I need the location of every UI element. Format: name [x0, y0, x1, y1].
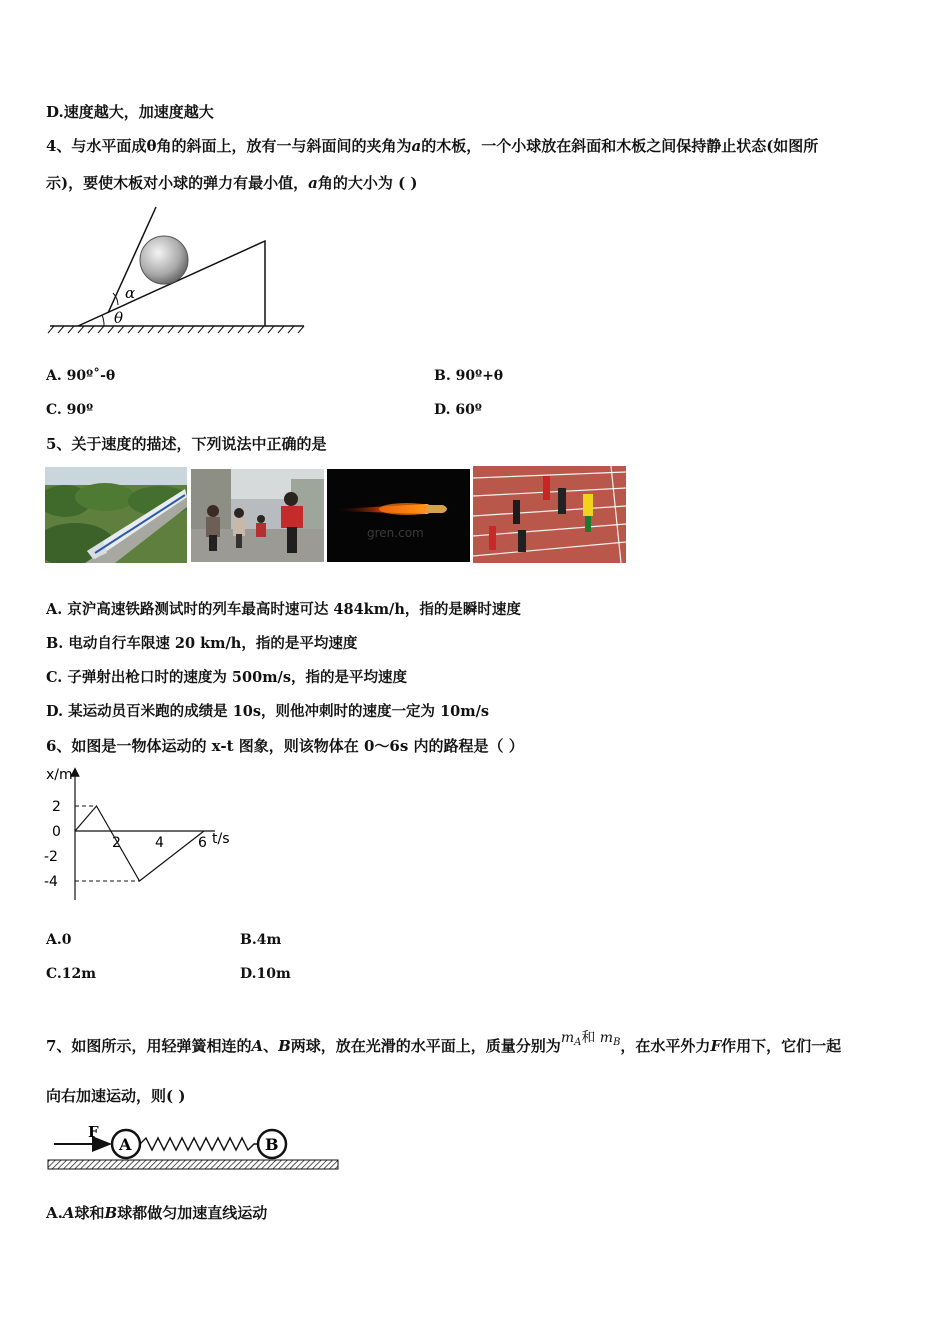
scooter-photo: [191, 469, 324, 562]
q7-text-4: 作用下，它们一起: [721, 1037, 842, 1055]
q7-option-a: A.A球和B球都做匀加速直线运动: [46, 1204, 268, 1222]
q4-alpha-2: a: [308, 174, 318, 192]
bullet-watermark: gren.com: [367, 526, 424, 540]
q5-option-b: B. 电动自行车限速 20 km/h，指的是平均速度: [46, 635, 358, 652]
y-tick-label: -2: [44, 849, 58, 865]
q4-option-b: B. 90º+θ: [434, 368, 504, 384]
q3-option-d: D.速度越大，加速度越大: [46, 103, 214, 121]
q6-option-a: A.0: [46, 932, 72, 948]
q6-option-d: D.10m: [240, 966, 291, 982]
q7-text-2: 两球，放在光滑的水平面上，质量分别为: [290, 1037, 561, 1055]
q7-text-1: 7、如图所示，用轻弹簧相连的: [46, 1037, 252, 1055]
q4-fig-alpha: α: [125, 284, 136, 302]
q7-a: A: [251, 1037, 264, 1055]
x-axis-label: t/s: [212, 831, 230, 847]
q4-fig-theta: θ: [114, 309, 124, 327]
ball-a-label: A: [119, 1135, 132, 1154]
q4-stem-line2: [46, 173, 417, 193]
force-label-f: F: [88, 1123, 99, 1141]
q4-incline-figure: [46, 205, 308, 335]
q7-text-3: ，在水平外力: [620, 1037, 711, 1055]
y-tick-label: 0: [52, 824, 61, 840]
q4-stem-text: 4、与水平面成θ角的斜面上，放有一与斜面间的夹角为: [46, 137, 412, 155]
x-tick-label: 4: [155, 835, 164, 851]
q4-stem-text-3: 示)，要使木板对小球的弹力有最小值，: [46, 174, 309, 192]
x-tick-label: 2: [112, 835, 121, 851]
q4-option-a: A. 90º˚-θ: [46, 368, 116, 384]
sprint-photo: [473, 466, 626, 563]
q7-b: B: [278, 1037, 291, 1055]
bullet-photo: [327, 469, 470, 562]
q5-option-a: A. 京沪高速铁路测试时的列车最高时速可达 484km/h，指的是瞬时速度: [46, 601, 521, 618]
train-photo: [45, 467, 187, 563]
q6-stem: 6、如图是一物体运动的 x-t 图象，则该物体在 0～6s 内的路程是（ ）: [46, 737, 524, 755]
q7-stem-line1: [46, 1030, 842, 1062]
q5-option-d: D. 某运动员百米跑的成绩是 10s，则他冲刺时的速度一定为 10m/s: [46, 703, 490, 720]
xt-series-line: [75, 806, 204, 881]
q4-alpha: a: [411, 137, 422, 155]
q4-stem-text-2: 的木板，一个小球放在斜面和木板之间保持静止状态(如图所: [421, 137, 819, 155]
spring: [140, 1138, 258, 1150]
q7-masses: $m_A$和 $m_B$: [560, 1030, 621, 1048]
q4-option-d: D. 60º: [434, 402, 482, 418]
q7-spring-figure: [46, 1118, 342, 1174]
q6-xt-chart: [40, 762, 245, 912]
x-tick-label: 6: [198, 835, 207, 851]
ball-b-label: B: [265, 1135, 279, 1154]
y-tick-label: -4: [44, 874, 58, 890]
q6-option-b: B.4m: [240, 932, 282, 948]
y-axis-label: x/m: [46, 767, 73, 783]
q4-stem-text-4: 角的大小为 ( ): [317, 174, 418, 192]
q7-stem-line2: 向右加速运动，则( ): [46, 1087, 186, 1105]
y-tick-label: 2: [52, 799, 61, 815]
q4-option-c: C. 90º: [46, 402, 94, 418]
q5-option-c: C. 子弹射出枪口时的速度为 500m/s，指的是平均速度: [46, 669, 407, 686]
q7-f: F: [710, 1037, 722, 1055]
q6-option-c: C.12m: [46, 966, 97, 982]
q7-sep: 、: [263, 1037, 279, 1055]
q5-stem: 5、关于速度的描述，下列说法中正确的是: [46, 435, 327, 453]
q4-stem-line1: [46, 136, 818, 156]
